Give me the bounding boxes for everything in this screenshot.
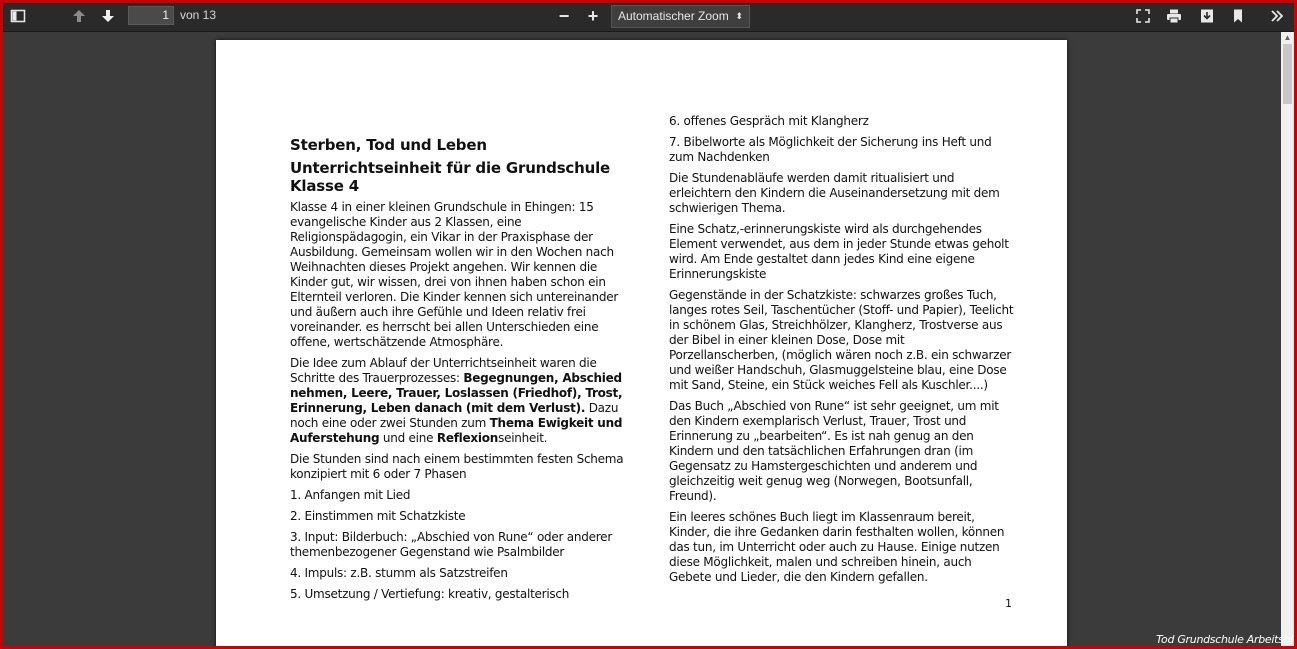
- list-item-step: 4. Impuls: z.B. stumm als Satzstreifen: [290, 566, 508, 580]
- scroll-up-icon[interactable]: ▲: [1283, 33, 1292, 42]
- page-right-column: [669, 114, 1017, 591]
- pdf-page: [216, 40, 1067, 649]
- text-run: und eine: [379, 431, 437, 445]
- text-run: seinheit.: [498, 431, 548, 445]
- zoom-select[interactable]: [611, 5, 750, 28]
- text-run: Dazu noch eine oder zwei Stunden zum: [290, 401, 619, 430]
- list-item-step: 5. Umsetzung / Vertiefung: kreativ, gestalterisch: [290, 587, 570, 601]
- tools-icon[interactable]: [1265, 5, 1289, 27]
- text-run-bold: Thema Ewigkeit und Auferstehung: [290, 416, 623, 445]
- document-subtitle: Unterrichtseinheit für die Grundschule Klasse 4: [290, 159, 610, 195]
- text-run-bold: Reflexion: [436, 431, 499, 445]
- watermark-text: Tod Grundschule Arbeitsbl: [1155, 633, 1293, 646]
- document-viewer[interactable]: [3, 32, 1281, 646]
- previous-page-icon[interactable]: [67, 5, 91, 27]
- paragraph-empty-book: Ein leeres schönes Buch liegt im Klassenraum bereit, Kinder, die ihre Gedanken darin festhalten wollen, können das tun, im Unterricht oder auch zu Hause. Einige nutzen diese Möglichkeit, malen und schreiben hinein, auch Gebete und Lieder, die den Kindern gefallen.: [669, 510, 1005, 584]
- zoom-in-button[interactable]: +: [587, 5, 599, 26]
- list-item-step: 3. Input: Bilderbuch: „Abschied von Rune“ oder anderer themenbezogener Gegenstand wie Psalmbilder: [290, 530, 613, 559]
- paragraph-items: Gegenstände in der Schatzkiste: schwarzes großes Tuch, langes rotes Seil, Taschentücher (Stoff- und Papier), Teelicht in schönem Glas, Streichhölzer, Klangherz, Trostverse aus der Bibel in einer kleinen Dose, Dose mit Porzellanscherben, (möglich wären noch z.B. ein schwarzer und weißer Handschuh, Glasmuggelsteine blau, eine Dose mit Sand, Steine, ein Stück weiches Fell als Kuschler....): [669, 288, 1014, 392]
- scrollbar-thumb[interactable]: [1283, 44, 1292, 104]
- toolbar: [0, 0, 1297, 32]
- list-item-step: 6. offenes Gespräch mit Klangherz: [669, 114, 869, 128]
- next-page-icon[interactable]: [96, 5, 120, 27]
- sidebar-toggle-icon[interactable]: [6, 5, 30, 27]
- page-number: 1: [1005, 597, 1012, 610]
- document-title: Sterben, Tod und Leben: [290, 136, 487, 154]
- download-icon[interactable]: [1195, 5, 1219, 27]
- print-icon[interactable]: [1162, 5, 1186, 27]
- text-run-bold: Begegnungen, Abschied nehmen, Leere, Trauer, Loslassen (Friedhof), Trost, Erinnerung, Leben danach (mit dem Verlust).: [290, 371, 623, 415]
- page-count-label: von 13: [180, 8, 217, 22]
- paragraph-idea: [290, 356, 635, 446]
- list-item-step: 2. Einstimmen mit Schatzkiste: [290, 509, 466, 523]
- vertical-scrollbar[interactable]: [1281, 32, 1294, 646]
- select-arrow-icon: ⬍: [735, 11, 743, 21]
- presentation-mode-icon[interactable]: [1131, 5, 1155, 27]
- text-run: Die Idee zum Ablauf der Unterrichtseinheit waren die Schritte des Trauerprozesses:: [290, 356, 597, 385]
- paragraph-treasure-box: Eine Schatz,-erinnerungskiste wird als durchgehendes Element verwendet, aus dem in jeder Stunde etwas geholt wird. Am Ende gestaltet dann jedes Kind eine eigene Erinnerungskiste: [669, 222, 1009, 281]
- paragraph-ritual: Die Stundenabläufe werden damit ritualisiert und erleichtern den Kindern die Auseinandersetzung mit dem schwierigen Thema.: [669, 171, 1000, 215]
- zoom-select-value: Automatischer Zoom: [618, 9, 729, 23]
- page-left-column: [290, 136, 635, 608]
- paragraph-book: Das Buch „Abschied von Rune“ ist sehr geeignet, um mit den Kindern exemplarisch Verlust, Trauer, Trost und Erinnerung zu „bearbeiten“. Es ist nah genug an den Kindern und den tatsächlichen Erfahrungen dran (im Gegensatz zu Hamstergeschichten und anderem und gleichzeitig weit genug weg (Norwegen, Bootsunfall, Freund).: [669, 399, 999, 503]
- list-item-step: 7. Bibelworte als Möglichkeit der Sicherung ins Heft und zum Nachdenken: [669, 135, 992, 164]
- paragraph-intro: Klasse 4 in einer kleinen Grundschule in Ehingen: 15 evangelische Kinder aus 2 Klassen, eine Religionspädagogin, ein Vikar in der Praxisphase der Ausbildung. Gemeinsam wollen wir in den Wochen nach Weihnachten dieses Projekt angehen. Wir kennen die Kinder gut, wir wissen, drei von ihnen haben schon ein Elternteil verloren. Die Kinder kennen sich untereinander und äußern auch ihre Gefühle und Ideen relativ frei voreinander. es herrscht bei allen Unterschieden eine offene, wertschätzende Atmosphäre.: [290, 200, 619, 349]
- list-item-step: 1. Anfangen mit Lied: [290, 488, 411, 502]
- bookmark-icon[interactable]: [1226, 5, 1250, 27]
- paragraph-schema: Die Stunden sind nach einem bestimmten festen Schema konzipiert mit 6 oder 7 Phasen: [290, 452, 624, 481]
- page-number-input[interactable]: 1: [128, 6, 174, 25]
- zoom-out-button[interactable]: −: [558, 5, 570, 26]
